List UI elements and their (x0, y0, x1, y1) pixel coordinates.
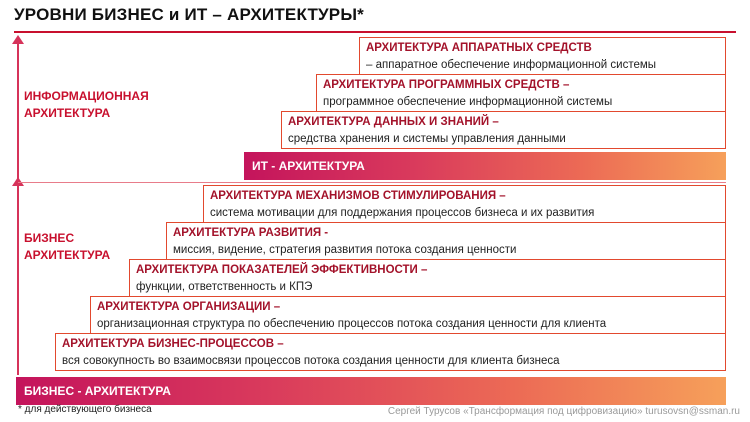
section-label-business-architecture: БИЗНЕС АРХИТЕКТУРА (24, 231, 111, 262)
footnote: * для действующего бизнеса (18, 404, 152, 415)
box-title: АРХИТЕКТУРА БИЗНЕС-ПРОЦЕССОВ – (62, 338, 284, 350)
box-hardware-architecture (359, 37, 726, 75)
box-title: АРХИТЕКТУРА РАЗВИТИЯ - (173, 227, 329, 239)
page-title: УРОВНИ БИЗНЕС и ИТ – АРХИТЕКТУРЫ* (14, 5, 364, 24)
box-incentive-architecture (203, 185, 726, 223)
box-software-architecture (316, 74, 726, 112)
box-title: АРХИТЕКТУРА АППАРАТНЫХ СРЕДСТВ (366, 42, 592, 54)
arrow-up-icon (12, 35, 24, 44)
section-divider (18, 182, 726, 183)
box-description: система мотивации для поддержания процессов бизнеса и их развития (210, 207, 595, 219)
box-description: вся совокупность во взаимосвязи процессов потока создания ценности для клиента бизнеса (62, 355, 560, 367)
section-label-info-architecture: ИНФОРМАЦИОННАЯ АРХИТЕКТУРА (24, 89, 149, 120)
vertical-axis (17, 40, 19, 375)
box-title: АРХИТЕКТУРА МЕХАНИЗМОВ СТИМУЛИРОВАНИЯ – (210, 190, 506, 202)
it-architecture-bar: ИТ - АРХИТЕКТУРА (244, 152, 726, 180)
box-description: средства хранения и системы управления данными (288, 133, 566, 145)
box-description: программное обеспечение информационной системы (323, 96, 613, 108)
box-development-architecture (166, 222, 726, 260)
box-business-process-architecture (55, 333, 726, 371)
box-title: АРХИТЕКТУРА ДАННЫХ И ЗНАНИЙ – (288, 116, 499, 128)
box-title: АРХИТЕКТУРА ПРОГРАММНЫХ СРЕДСТВ – (323, 79, 570, 91)
box-description: организационная структура по обеспечению процессов потока создания ценности для клиента (97, 318, 607, 330)
box-organization-architecture (90, 296, 726, 334)
box-title: АРХИТЕКТУРА ПОКАЗАТЕЛЕЙ ЭФФЕКТИВНОСТИ – (136, 264, 428, 276)
box-description: функции, ответственность и КПЭ (136, 281, 313, 293)
box-description: миссия, видение, стратегия развития потока создания ценности (173, 244, 517, 256)
box-kpi-architecture (129, 259, 726, 297)
business-architecture-bar: БИЗНЕС - АРХИТЕКТУРА (16, 377, 726, 405)
box-title: АРХИТЕКТУРА ОРГАНИЗАЦИИ – (97, 301, 281, 313)
title-underline (14, 31, 736, 33)
credit-text: Сергей Турусов «Трансформация под цифровизацию» turusovsn@ssman.ru (387, 406, 740, 417)
box-description: – аппаратное обеспечение информационной системы (366, 59, 657, 71)
box-data-knowledge-architecture (281, 111, 726, 149)
